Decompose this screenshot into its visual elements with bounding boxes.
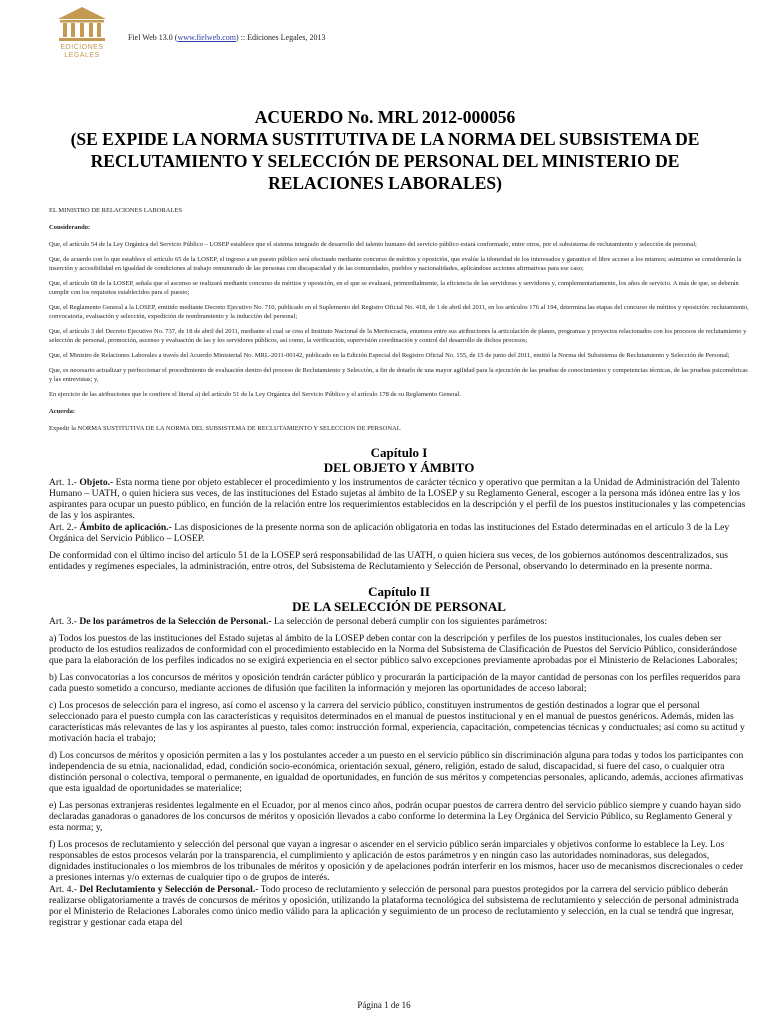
acuerda-label: Acuerda: [49,408,75,415]
logo-text [52,44,112,60]
list-item-e: e) Las personas extranjeras residentes legalmente en el Ecuador, por al menos cinco años, podrán ocupar puestos de carrera dentro del servicio público siempre y cuando hayan sido declaradas ganadoras o ganadores de los concursos de méritos y oposición llevados a cabo conforme lo determina la Ley Orgánica del Servicio Público, su Reglamento General y esta norma; y, [49,800,741,833]
page-header [0,0,768,70]
logo-line-1: EDICIONES [60,44,104,51]
page-number: Página 1 de 16 [357,1000,411,1010]
considerando-paragraph: Que, es necesario actualizar y perfeccionar el procedimiento de evaluación dentro del proceso de Reclutamiento y Selección, a fin de dotarlo de una mayor agilidad para la ejecución de las pruebas de conocimientos y competencias técnicas, de las pruebas psicométricas y las entrevistas; y, [49,367,748,383]
chapter-1-subheading: DEL OBJETO Y ÁMBITO [323,460,475,475]
list-item-a: a) Todos los puestos de las instituciones del Estado sujetas al ámbito de la LOSEP deben contar con la descripción y perfiles de los puestos institucionales, los cuales deben ser producto de los estudios realizados de conformidad con el procedimiento establecido en la Norma del Subsistema de Clasificación de Puestos del Servicio Público, considerándose que para la elaboración de los perfiles indicados no se exigirá experiencia en el sector público salvo excepciones previamente aprobadas por el Ministerio de Relaciones Laborales; [49,633,738,666]
temple-logo-icon [52,4,112,44]
list-item-d: d) Los concursos de méritos y oposición permiten a las y los postulantes acceder a un puesto en el servicio público sin discriminación alguna para todas y todos los participantes con independencia de su etnia, nacionalidad, edad, condición socio-económica, orientación sexual, género, religión, estado de salud, discapacidad, si fuere del caso, o cualquier otra distinción personal o colectiva, temporal o permanente, en igualdad de oportunidades, en función de sus méritos y competencias personales, aplicando, además, acciones afirmativas que esta igualdad de oportunidades se materialice; [49,750,744,794]
considerando-label: Considerando: [49,224,91,231]
header-prefix: Fiel Web 13.0 ( [128,33,178,42]
article-4: Art. 4.- Del Reclutamiento y Selección de Personal.- Todo proceso de reclutamiento y selección de personal para puestos protegidos por la carrera del servicio público deberán realizarse obligatoriamente a través de concursos de méritos y oposición, utilizando la plataforma tecnológica del subsistema de reclutamiento y selección de personal administrada por el Ministerio de Relaciones Laborales como único medio válido para la aplicación y seguimiento de un proceso de reclutamiento y selección, en la cual se tendrá que ingresar, registrar y gestionar cada etapa del [49,884,739,928]
logo-line-2: LEGALES [64,52,100,59]
ediciones-legales-logo [52,4,112,68]
atribuciones-paragraph: En ejercicio de las atribuciones que le confiere el literal a) del artículo 51 de la Ley Orgánica del Servicio Público y el artículo 178 de su Reglamento General. [49,391,461,398]
considerando-paragraph: Que, el Reglamento General a la LOSEP, emitido mediante Decreto Ejecutivo No. 710, publicado en el Suplemento del Registro Oficial No. 418, de 1 de abril del 2011, en los artículos 176 al 194, determina las etapas del concurso de méritos y oposición: reclutamiento, convocatoria, evaluación y selección, expedición de nombramiento y la inducción del personal; [49,304,749,320]
list-item-f: f) Los procesos de reclutamiento y selección del personal que vayan a ingresar o ascender en el servicio público serán imparciales y objetivos conforme lo establece la Ley. Los responsables de estos procesos velarán por la transparencia, el cumplimiento y aplicación de estos parámetros y en ningún caso las autoridades nominadoras, sus delegados, dignidades institucionales o los miembros de los tribunales de méritos y oposición y de apelaciones podrán interferir en los mismos, hacer uso de mecanismos discrecionales o ceder a presiones internas y/o externas de cualquier tipo o de grupos de interés. [49,839,744,883]
article-3: Art. 3.- De los parámetros de la Selección de Personal.- La selección de personal deberá cumplir con los siguientes parámetros: [49,616,548,627]
title-line-4: RELACIONES LABORALES) [268,173,502,193]
title-line-1: ACUERDO No. MRL 2012-000056 [254,107,516,127]
considerando-paragraph: Que, el artículo 68 de la LOSEP, señala que el ascenso se realizará mediante concurso de méritos y oposición, en el que se evaluará, primordialmente, la eficiencia de las servidoras y servidores y, complementariamente, los años de servicio. A más de que, se deberán cumplir con los requisitos establecidos para el puesto; [49,280,739,296]
list-item-b: b) Las convocatorias a los concursos de méritos y oposición tendrán carácter público y procurarán la participación de la mayor cantidad de personas con los perfiles requeridos para cada puesto sometido a concurso, mediante acciones de difusión que faciliten la información y mejoren las oportunidades de acceso laboral; [49,672,741,694]
document-body [49,206,749,934]
chapter-2-subheading: DE LA SELECCIÓN DE PERSONAL [292,599,506,614]
article-2: Art. 2.- Ámbito de aplicación.- Las disposiciones de la presente norma son de aplicación obligatoria en todas las instituciones del Estado determinadas en el artículo 3 de la Ley Orgánica del Servicio Público – LOSEP. [49,522,730,544]
chapter-2-heading: Capítulo II [368,584,430,599]
chapter-1-heading: Capítulo I [370,445,428,460]
conformidad-paragraph: De conformidad con el último inciso del artículo 51 de la LOSEP será responsabilidad de las UATH, o quien hiciera sus veces, de los gobiernos autónomos descentralizados, sus entidades y regímenes especiales, la administración, entre otros, del Subsistema de Reclutamiento y Selección de Personal, observando lo determinado en la presente norma. [49,550,729,572]
expedir-paragraph: Expedir la NORMA SUSTITUTIVA DE LA NORMA DEL SUBSISTEMA DE RECLUTAMIENTO Y SELECCION DE PERSONAL [49,425,401,432]
document-title [30,106,740,194]
header-source-line [128,33,326,42]
header-suffix: ) :: Ediciones Legales, 2013 [236,33,326,42]
considerando-paragraph: Que, el artículo 3 del Decreto Ejecutivo No. 737, de 18 de abril del 2011, mediante el cual se crea el Instituto Nacional de la Meritocracia, enumera entre sus atribuciones la articulación de planes, programas y proyectos relacionados con los procesos de reclutamiento y selección de personal, promoción, ascenso y evaluación de las y los servidores públicos, así como, la verificación, supervisión coordinación y control del desarrollo de dichos procesos; [49,328,747,344]
title-line-2: (SE EXPIDE LA NORMA SUSTITUTIVA DE LA NORMA DEL SUBSISTEMA DE [70,129,700,149]
considerando-paragraph: Que, de acuerdo con lo que establece el artículo 65 de la LOSEP, el ingreso a un puesto público será efectuado mediante concurso de méritos y oposición, que evalúe la idoneidad de los interesados y garantice el libre acceso a los mismos; asimismo se considerarán la inserción y accesibilidad en igualdad de condiciones al trabajo remunerado de las personas con discapacidad y de las comunidades, pueblos y nacionalidades, aplicándose acciones afirmativas para ese caso; [49,256,742,272]
minister-heading: EL MINISTRO DE RELACIONES LABORALES [49,207,183,214]
considerando-paragraph: Que, el Ministro de Relaciones Laborales a través del Acuerdo Ministerial No. MRL-2011-00142, publicado en la Edición Especial del Registro Oficial No. 155, de 15 de junio del 2011, emitió la Norma del Subsistema de Reclutamiento y Selección de Personal; [49,352,730,359]
fielweb-link[interactable]: www.fielweb.com [177,33,237,42]
list-item-c: c) Los procesos de selección para el ingreso, así como el ascenso y la carrera del servicio público, constituyen instrumentos de gestión destinados a lograr que el personal seleccionado para el puesto cumpla con las características y requisitos determinados en el manual de puestos institucional y en el manual de puestos genéricos. Además, miden las características más relevantes de las y los aspirantes al puesto, tales como: instrucción formal, experiencia, capacitación, competencias técnicas y conductuales; así como su actitud y motivación hacia el trabajo; [49,700,745,744]
article-1: Art. 1.- Objeto.- Esta norma tiene por objeto establecer el procedimiento y los instrumentos de carácter técnico y operativo que permitan a la Unidad de Administración del Talento Humano – UATH, o quien hiciera sus veces, de las instituciones del Estado sujetas al ámbito de la LOSEP y su Reglamento General, escoger a la persona más idónea entre las y los aspirantes para ocupar un puesto público, en función de la relación entre los requerimientos establecidos en la descripción y el perfil de los puestos institucionales y las competencias de las y los aspirantes. [49,477,746,521]
title-line-3: RECLUTAMIENTO Y SELECCIÓN DE PERSONAL DEL MINISTERIO DE [90,151,680,171]
considerando-paragraph: Que, el artículo 54 de la Ley Orgánica del Servicio Público – LOSEP establece que el sistema integrado de desarrollo del talento humano del servicio público estará conformado, entre otros, por el subsistema de reclutamiento y selección de personal; [49,241,697,248]
